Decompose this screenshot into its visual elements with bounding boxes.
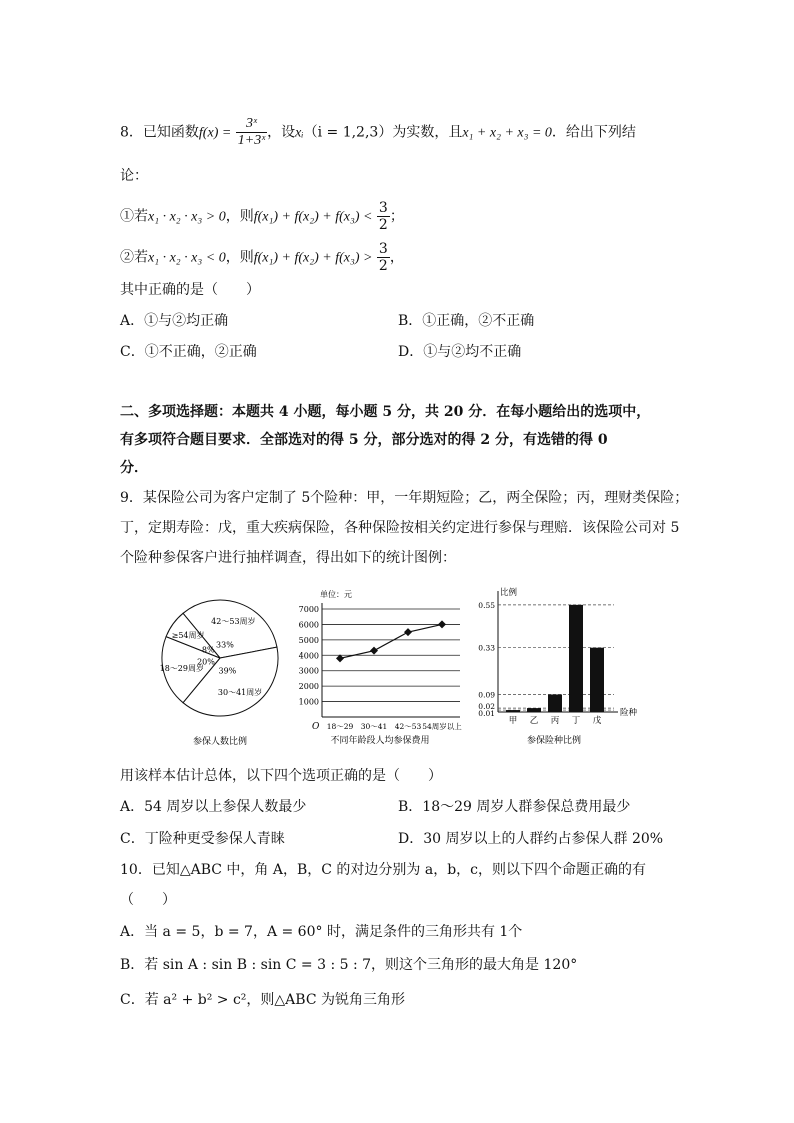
- line-y-tick: 5000: [298, 635, 319, 645]
- line-series: [340, 624, 442, 658]
- q8-statement-2: ②若x₁ · x₂ · x₃ < 0，则f(x₁) + f(x₂) + f(x₃) > $\frac{3}{2}$ ，: [120, 241, 404, 274]
- bar-chart-xlabel: 险种: [620, 708, 637, 718]
- q8-fraction: $\frac{\text{3ˣ}}{\text{1+3ˣ}}$: [237, 116, 266, 148]
- bar-x-tick: 丁: [571, 716, 581, 726]
- bar-3: [548, 694, 562, 712]
- bar-chart-ylabel: 比例: [500, 588, 518, 598]
- q9-option-d: D．30 周岁以上的人群约占参保人群 20%: [398, 831, 664, 847]
- q8-line2: 论：: [120, 168, 148, 184]
- bar-4: [569, 605, 583, 712]
- bar-y-tick: 0.01: [478, 709, 495, 719]
- pie-percent-label: 33%: [216, 640, 234, 650]
- line-y-tick: 1000: [298, 697, 319, 707]
- q8-s2-fraction: $\frac{3}{2}$: [378, 241, 388, 274]
- line-point: [404, 628, 412, 636]
- bar-y-tick: 0.55: [478, 600, 495, 610]
- pie-chart-title: 参保人数比例: [192, 737, 248, 747]
- line-x-tick: 54周岁以上: [422, 722, 462, 731]
- bar-x-tick: 戊: [592, 716, 602, 726]
- q8-xi: xᵢ: [295, 125, 304, 141]
- q8-option-b: B．①正确，②不正确: [398, 313, 535, 329]
- q10-line2: （ ）: [120, 892, 176, 908]
- line-x-tick: 42～53: [394, 722, 422, 731]
- line-point: [370, 647, 378, 655]
- pie-chart: [160, 590, 280, 750]
- bar-y-tick: 0.09: [478, 690, 495, 700]
- q8-line1: [120, 116, 636, 149]
- line-y-tick: 6000: [298, 620, 319, 630]
- bar-y-tick: 0.02: [478, 702, 495, 712]
- pie-category-label: ≥54周岁: [171, 630, 205, 640]
- q8-line1-pre: 8．已知函数: [120, 124, 199, 141]
- bar-chart-title: 参保险种比例: [526, 736, 582, 746]
- line-y-tick: 7000: [298, 605, 319, 614]
- q9-option-a: A．54 周岁以上参保人数最少: [120, 799, 307, 815]
- pie-percent-label: 8%: [201, 645, 215, 655]
- section2-line1: 二、多项选择题：本题共 4 小题，每小题 5 分，共 20 分．在每小题给出的选项中，: [120, 404, 651, 420]
- bar-x-tick: 丙: [550, 716, 560, 726]
- q10-line1: 10．已知△ABC 中，角 A，B，C 的对边分别为 a，b，c，则以下四个命题正确的有: [120, 862, 647, 878]
- q10-option-a: A．当 a = 5，b = 7，A = 60° 时，满足条件的三角形共有 1个: [120, 924, 523, 940]
- q8-func: f(x) =: [198, 125, 232, 141]
- pie-category-label: 42～53周岁: [211, 616, 256, 626]
- section2-line3: 分．: [120, 460, 148, 476]
- q8-line1-mid: ，设: [267, 124, 296, 141]
- line-chart-title: 不同年龄段人均参保费用: [330, 736, 430, 746]
- line-origin: O: [312, 722, 320, 732]
- q8-line1-post: ．给出下列结: [551, 124, 636, 141]
- line-chart: [292, 585, 467, 750]
- pie-category-label: 18～29周岁: [160, 663, 204, 673]
- line-chart-ylabel: 单位：元: [320, 590, 352, 599]
- bar-x-tick: 甲: [508, 716, 518, 726]
- pie-category-label: 30～41周岁: [217, 687, 263, 697]
- q8-s1-fraction: $\frac{3}{2}$: [378, 200, 388, 233]
- q9-question: 用该样本估计总体，以下四个选项正确的是（ ）: [120, 768, 442, 784]
- q9-option-c: C．丁险种更受参保人青睐: [120, 831, 285, 847]
- bar-5: [590, 648, 604, 712]
- pie-percent-label: 20%: [197, 657, 215, 667]
- line-y-tick: 2000: [298, 682, 319, 692]
- section2-line2: 有多项符合题目要求．全部选对的得 5 分，部分选对的得 2 分，有选错的得 0: [120, 432, 608, 448]
- q8-option-d: D．①与②均不正确: [398, 344, 522, 360]
- line-y-tick: 4000: [298, 651, 319, 661]
- line-x-tick: 30～41: [360, 722, 388, 731]
- bar-x-tick: 乙: [529, 716, 539, 726]
- q8-sum: x₁ + x₂ + x₃ = 0: [462, 125, 552, 141]
- q9-option-b: B．18～29 周岁人群参保总费用最少: [398, 799, 631, 815]
- q8-cond: （i = 1,2,3）为实数，且: [303, 124, 463, 141]
- pie-percent-label: 39%: [218, 666, 237, 676]
- q8-option-a: A．①与②均正确: [120, 313, 229, 329]
- bar-2: [527, 708, 541, 712]
- q9-line1: 9．某保险公司为客户定制了 5个险种：甲，一年期短险；乙，两全保险；丙，理财类保险；: [120, 490, 689, 506]
- q8-statement-1: ①若x₁ · x₂ · x₃ > 0，则f(x₁) + f(x₂) + f(x₃) < $\frac{3}{2}$ ；: [120, 200, 404, 233]
- bar-chart: [472, 585, 637, 750]
- bar-1: [506, 710, 520, 712]
- q8-question: 其中正确的是（ ）: [120, 282, 260, 298]
- bar-y-tick: 0.33: [478, 643, 495, 653]
- q9-line3: 个险种参保客户进行抽样调查，得出如下的统计图例：: [120, 550, 456, 566]
- line-point: [438, 620, 446, 628]
- q10-option-b: B．若 sin A : sin B : sin C = 3 : 5 : 7，则这个三角形的最大角是 120°: [120, 957, 578, 973]
- q8-option-c: C．①不正确，②正确: [120, 344, 257, 360]
- q9-line2: 丁，定期寿险：戊，重大疾病保险，各种保险按相关约定进行参保与理赔．该保险公司对 5: [120, 520, 680, 536]
- line-y-tick: 3000: [298, 666, 319, 676]
- q10-option-c: C．若 a² + b² > c²，则△ABC 为锐角三角形: [120, 992, 405, 1008]
- line-x-tick: 18～29: [326, 722, 354, 731]
